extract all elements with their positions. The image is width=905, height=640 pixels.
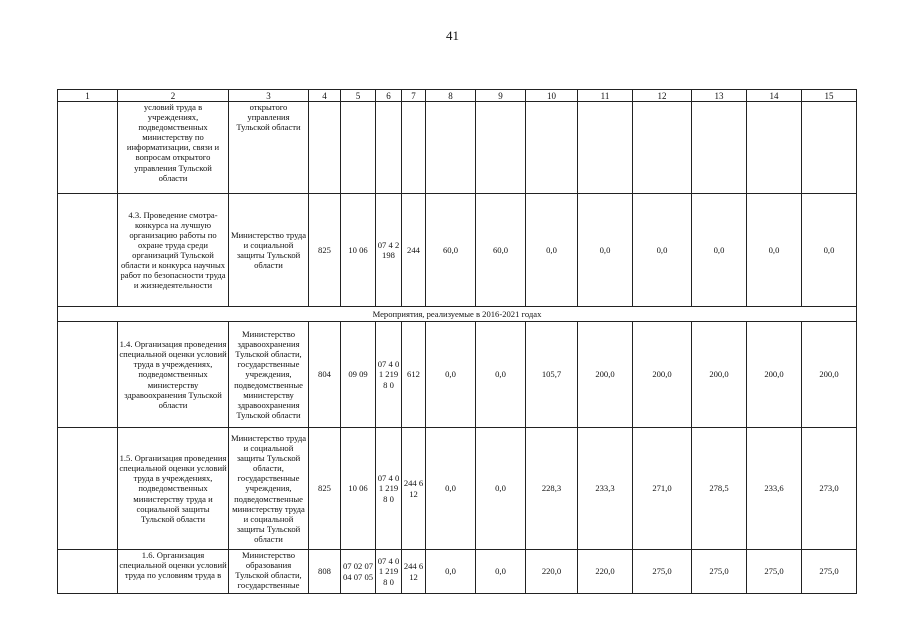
cell: 0,0 xyxy=(426,322,476,428)
cell xyxy=(58,322,118,428)
cell xyxy=(58,550,118,594)
cell xyxy=(402,102,426,194)
cell: 200,0 xyxy=(633,322,692,428)
cell: 200,0 xyxy=(747,322,802,428)
cell: 271,0 xyxy=(633,428,692,550)
section-heading-row xyxy=(58,307,857,322)
cell: 244 612 xyxy=(402,550,426,594)
cell: 0,0 xyxy=(633,194,692,307)
cell: 0,0 xyxy=(802,194,857,307)
cell: 07 4 01 2198 0 xyxy=(376,550,402,594)
cell: 0,0 xyxy=(747,194,802,307)
cell xyxy=(747,102,802,194)
cell-executor: Министерство образования Тульской области, государственные xyxy=(229,550,309,594)
col-header: 10 xyxy=(526,90,578,102)
cell: 244 xyxy=(402,194,426,307)
cell: 0,0 xyxy=(526,194,578,307)
cell: 220,0 xyxy=(526,550,578,594)
col-header: 3 xyxy=(229,90,309,102)
col-header: 8 xyxy=(426,90,476,102)
cell: 233,3 xyxy=(578,428,633,550)
cell: 10 06 xyxy=(341,194,376,307)
cell xyxy=(633,102,692,194)
cell-activity: 1.6. Организация специальной оценки условий труда по условиям труда в xyxy=(118,550,229,594)
cell: 07 4 01 2198 0 xyxy=(376,428,402,550)
cell-executor: Министерство здравоохранения Тульской области, государственные учреждения, подведомственные министерству здравоохранения Тульской области xyxy=(229,322,309,428)
cell: 244 612 xyxy=(402,428,426,550)
column-number-row xyxy=(58,90,857,102)
cell: 200,0 xyxy=(578,322,633,428)
cell: 200,0 xyxy=(692,322,747,428)
cell: 804 xyxy=(309,322,341,428)
col-header: 14 xyxy=(747,90,802,102)
cell xyxy=(58,102,118,194)
cell: 825 xyxy=(309,194,341,307)
cell: 07 4 2198 xyxy=(376,194,402,307)
cell xyxy=(309,102,341,194)
col-header: 5 xyxy=(341,90,376,102)
cell: 0,0 xyxy=(476,550,526,594)
cell-activity: условий труда в учреждениях, подведомственных министерству по информатизации, связи и вопросам открытого управления Тульской области xyxy=(118,102,229,194)
cell: 0,0 xyxy=(476,428,526,550)
cell: 60,0 xyxy=(426,194,476,307)
cell: 808 xyxy=(309,550,341,594)
cell: 275,0 xyxy=(802,550,857,594)
cell xyxy=(58,194,118,307)
cell xyxy=(578,102,633,194)
col-header: 1 xyxy=(58,90,118,102)
table-row xyxy=(58,322,857,428)
cell: 275,0 xyxy=(747,550,802,594)
cell: 09 09 xyxy=(341,322,376,428)
col-header: 6 xyxy=(376,90,402,102)
cell-executor: Министерство труда и социальной защиты Тульской области xyxy=(229,194,309,307)
cell xyxy=(526,102,578,194)
table-row xyxy=(58,550,857,594)
cell: 0,0 xyxy=(426,550,476,594)
table-row xyxy=(58,194,857,307)
col-header: 15 xyxy=(802,90,857,102)
cell: 273,0 xyxy=(802,428,857,550)
cell: 825 xyxy=(309,428,341,550)
table-row xyxy=(58,428,857,550)
cell-executor: открытого управления Тульской области xyxy=(229,102,309,194)
cell-activity: 1.5. Организация проведения специальной оценки условий труда в учреждениях, подведомственных министерству труда и социальной защиты Тульской области xyxy=(118,428,229,550)
col-header: 13 xyxy=(692,90,747,102)
cell: 0,0 xyxy=(476,322,526,428)
col-header: 9 xyxy=(476,90,526,102)
col-header: 2 xyxy=(118,90,229,102)
cell xyxy=(58,428,118,550)
cell: 200,0 xyxy=(802,322,857,428)
section-heading: Мероприятия, реализуемые в 2016-2021 годах xyxy=(58,307,857,322)
cell: 233,6 xyxy=(747,428,802,550)
cell-activity: 4.3. Проведение смотра-конкурса на лучшую организацию работы по охране труда среди организаций Тульской области и конкурса научных работ по безопасности труда и жизнедеятельности xyxy=(118,194,229,307)
cell: 278,5 xyxy=(692,428,747,550)
cell: 275,0 xyxy=(692,550,747,594)
cell xyxy=(341,102,376,194)
page-number: 41 xyxy=(446,28,459,43)
col-header: 4 xyxy=(309,90,341,102)
cell xyxy=(692,102,747,194)
cell xyxy=(476,102,526,194)
cell: 612 xyxy=(402,322,426,428)
cell: 0,0 xyxy=(692,194,747,307)
col-header: 12 xyxy=(633,90,692,102)
cell: 228,3 xyxy=(526,428,578,550)
cell: 07 4 01 2198 0 xyxy=(376,322,402,428)
cell: 105,7 xyxy=(526,322,578,428)
cell: 60,0 xyxy=(476,194,526,307)
cell: 0,0 xyxy=(578,194,633,307)
cell-executor: Министерство труда и социальной защиты Тульской области, государственные учреждения, подведомственные министерству труда и социальной защиты Тульской области xyxy=(229,428,309,550)
table-row xyxy=(58,102,857,194)
col-header: 11 xyxy=(578,90,633,102)
cell: 07 02 07 04 07 05 xyxy=(341,550,376,594)
cell: 0,0 xyxy=(426,428,476,550)
cell-activity: 1.4. Организация проведения специальной оценки условий труда в учреждениях, подведомственных министерству здравоохранения Тульской области xyxy=(118,322,229,428)
cell: 10 06 xyxy=(341,428,376,550)
cell xyxy=(426,102,476,194)
cell: 220,0 xyxy=(578,550,633,594)
cell xyxy=(802,102,857,194)
cell xyxy=(376,102,402,194)
cell: 275,0 xyxy=(633,550,692,594)
col-header: 7 xyxy=(402,90,426,102)
program-table xyxy=(57,89,857,594)
